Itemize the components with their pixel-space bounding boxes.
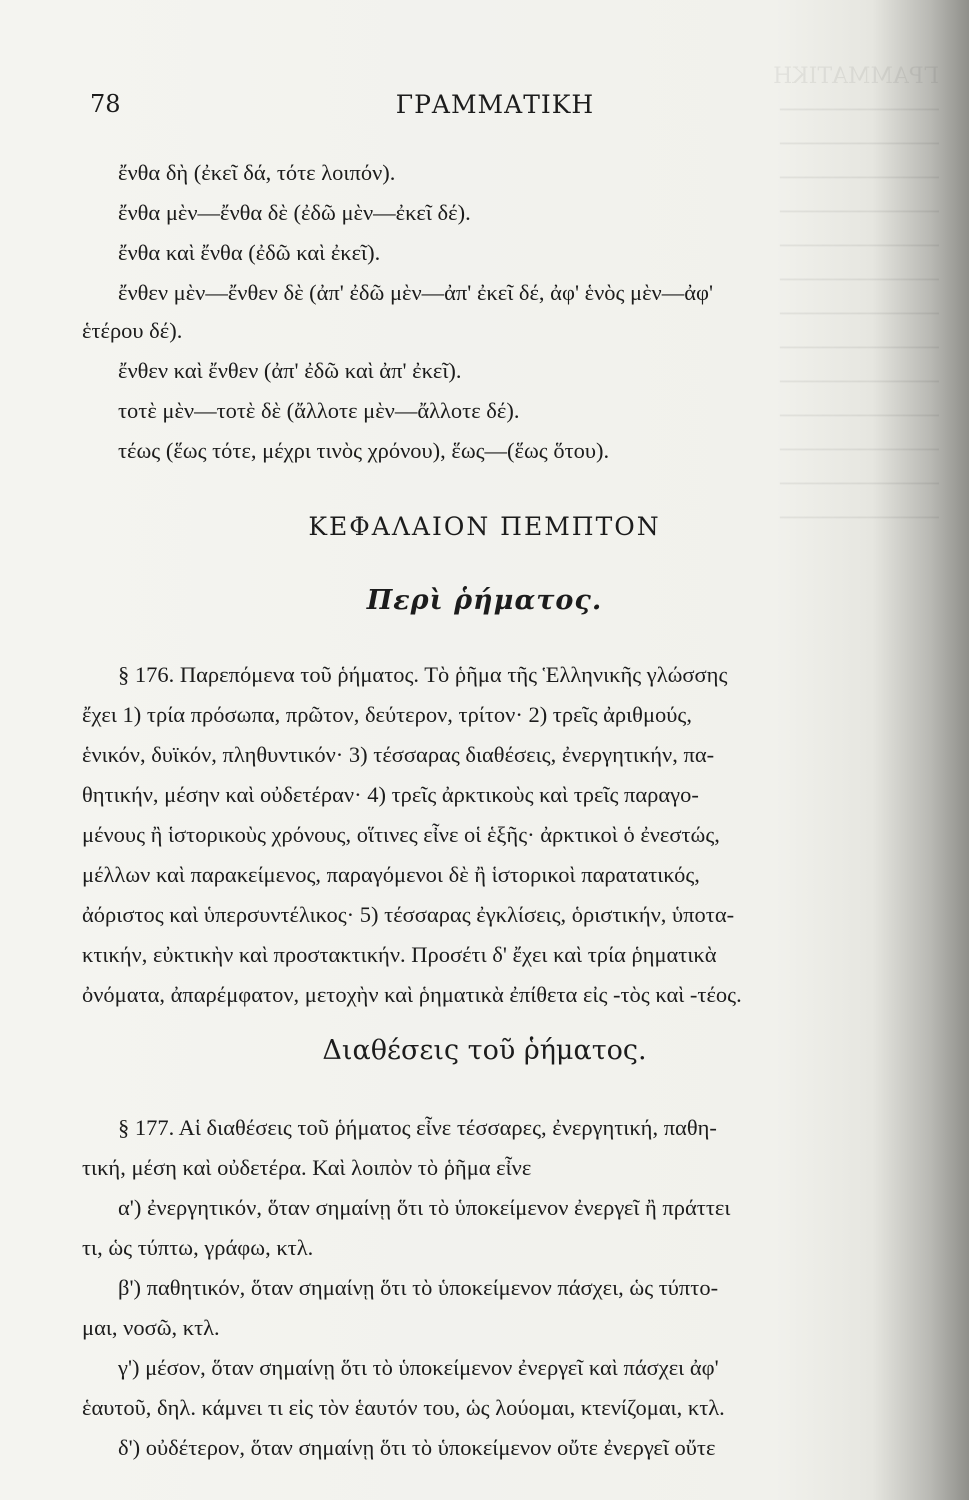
bleed-through-shadow: ΓΡΑΜΜΑΤΙΚΗ ──────────── ──────────── ──────────── ──────────── ──────────── ──────────── ──────────── ──────────── ──────────── ──────────── ──────────── ──────────── ──────────── [773, 64, 939, 531]
section-heading: Διαθέσεις τοῦ ῥήματος. [322, 1035, 647, 1066]
paragraph-line: μένους ἢ ἱστορικοὺς χρόνους, οἵτινες εἶνε οἱ ἑξῆς· ἀρκτικοὶ ὁ ἐνεστώς, [82, 822, 720, 847]
paragraph-line: κτικήν, εὐκτικὴν καὶ προστακτικήν. Προσέτι δ' ἔχει καὶ τρία ῥηματικὰ [82, 942, 717, 967]
adverb-line: τοτὲ μὲν—τοτὲ δὲ (ἄλλοτε μὲν—ἄλλοτε δέ). [118, 398, 520, 423]
paragraph-line: β') παθητικόν, ὅταν σημαίνῃ ὅτι τὸ ὑποκείμενον πάσχει, ὡς τύπτο- [118, 1275, 719, 1300]
paragraph-line: α') ἐνεργητικόν, ὅταν σημαίνῃ ὅτι τὸ ὑποκείμενον ἐνεργεῖ ἢ πράττει [118, 1195, 731, 1220]
adverb-line: ἔνθα μὲν—ἔνθα δὲ (ἐδῶ μὲν—ἐκεῖ δέ). [118, 200, 471, 225]
page-header [90, 90, 900, 130]
paragraph-line: ἑαυτοῦ, δηλ. κάμνει τι εἰς τὸν ἑαυτόν του, ὡς λούομαι, κτενίζομαι, κτλ. [82, 1395, 725, 1420]
adverb-line: ἔνθεν μὲν—ἔνθεν δὲ (ἀπ' ἐδῶ μὲν—ἀπ' ἐκεῖ δέ, ἀφ' ἑνὸς μὲν—ἀφ' [118, 280, 714, 305]
paragraph-line: ἀόριστος καὶ ὑπερσυντέλικος· 5) τέσσαρας ἐγκλίσεις, ὁριστικήν, ὑποτα- [82, 902, 735, 927]
page-number: 78 [90, 90, 121, 118]
paragraph-line: ὀνόματα, ἀπαρέμφατον, μετοχὴν καὶ ῥηματικὰ ἐπίθετα εἰς -τὸς καὶ -τέος. [82, 982, 742, 1007]
adverb-line: ἔνθα καὶ ἔνθα (ἐδῶ καὶ ἐκεῖ). [118, 240, 381, 265]
running-title: ΓΡΑΜΜΑΤΙΚΗ [395, 90, 595, 119]
paragraph-line: § 176. Παρεπόμενα τοῦ ῥήματος. Τὸ ῥῆμα τῆς Ἑλληνικῆς γλώσσης [118, 662, 728, 687]
paragraph-line: § 177. Αἱ διαθέσεις τοῦ ῥήματος εἶνε τέσσαρες, ἐνεργητική, παθη- [118, 1115, 717, 1140]
paragraph-line: θητικήν, μέσην καὶ οὐδετέραν· 4) τρεῖς ἀρκτικοὺς καὶ τρεῖς παραγο- [82, 782, 699, 807]
paragraph-line: γ') μέσον, ὅταν σημαίνῃ ὅτι τὸ ὑποκείμενον ἐνεργεῖ καὶ πάσχει ἀφ' [118, 1355, 719, 1380]
paragraph-line: ἔχει 1) τρία πρόσωπα, πρῶτον, δεύτερον, τρίτον· 2) τρεῖς ἀριθμούς, [82, 702, 692, 727]
adverb-line: ἑτέρου δέ). [82, 318, 183, 343]
adverb-line: ἔνθεν καὶ ἔνθεν (ἀπ' ἐδῶ καὶ ἀπ' ἐκεῖ). [118, 358, 462, 383]
paragraph-line: τι, ὡς τύπτω, γράφω, κτλ. [82, 1235, 314, 1260]
chapter-subtitle: Περὶ ῥήματος. [366, 585, 603, 616]
paragraph-line: ἑνικόν, δυϊκόν, πληθυντικόν· 3) τέσσαρας διαθέσεις, ἐνεργητικήν, πα- [82, 742, 715, 767]
adverb-line: ἔνθα δὴ (ἐκεῖ δά, τότε λοιπόν). [118, 160, 396, 185]
paragraph-line: μαι, νοσῶ, κτλ. [82, 1315, 220, 1340]
chapter-title: ΚΕΦΑΛΑΙΟΝ ΠΕΜΠΤΟΝ [308, 512, 661, 541]
paragraph-line: τική, μέση καὶ οὐδετέρα. Καὶ λοιπὸν τὸ ῥῆμα εἶνε [82, 1155, 532, 1180]
adverb-line: τέως (ἕως τότε, μέχρι τινὸς χρόνου), ἕως—(ἕως ὅτου). [118, 438, 610, 463]
paragraph-line: δ') οὐδέτερον, ὅταν σημαίνῃ ὅτι τὸ ὑποκείμενον οὔτε ἐνεργεῖ οὔτε [118, 1435, 716, 1460]
paragraph-line: μέλλων καὶ παρακείμενος, παραγόμενοι δὲ ἢ ἱστορικοὶ παρατατικός, [82, 862, 700, 887]
